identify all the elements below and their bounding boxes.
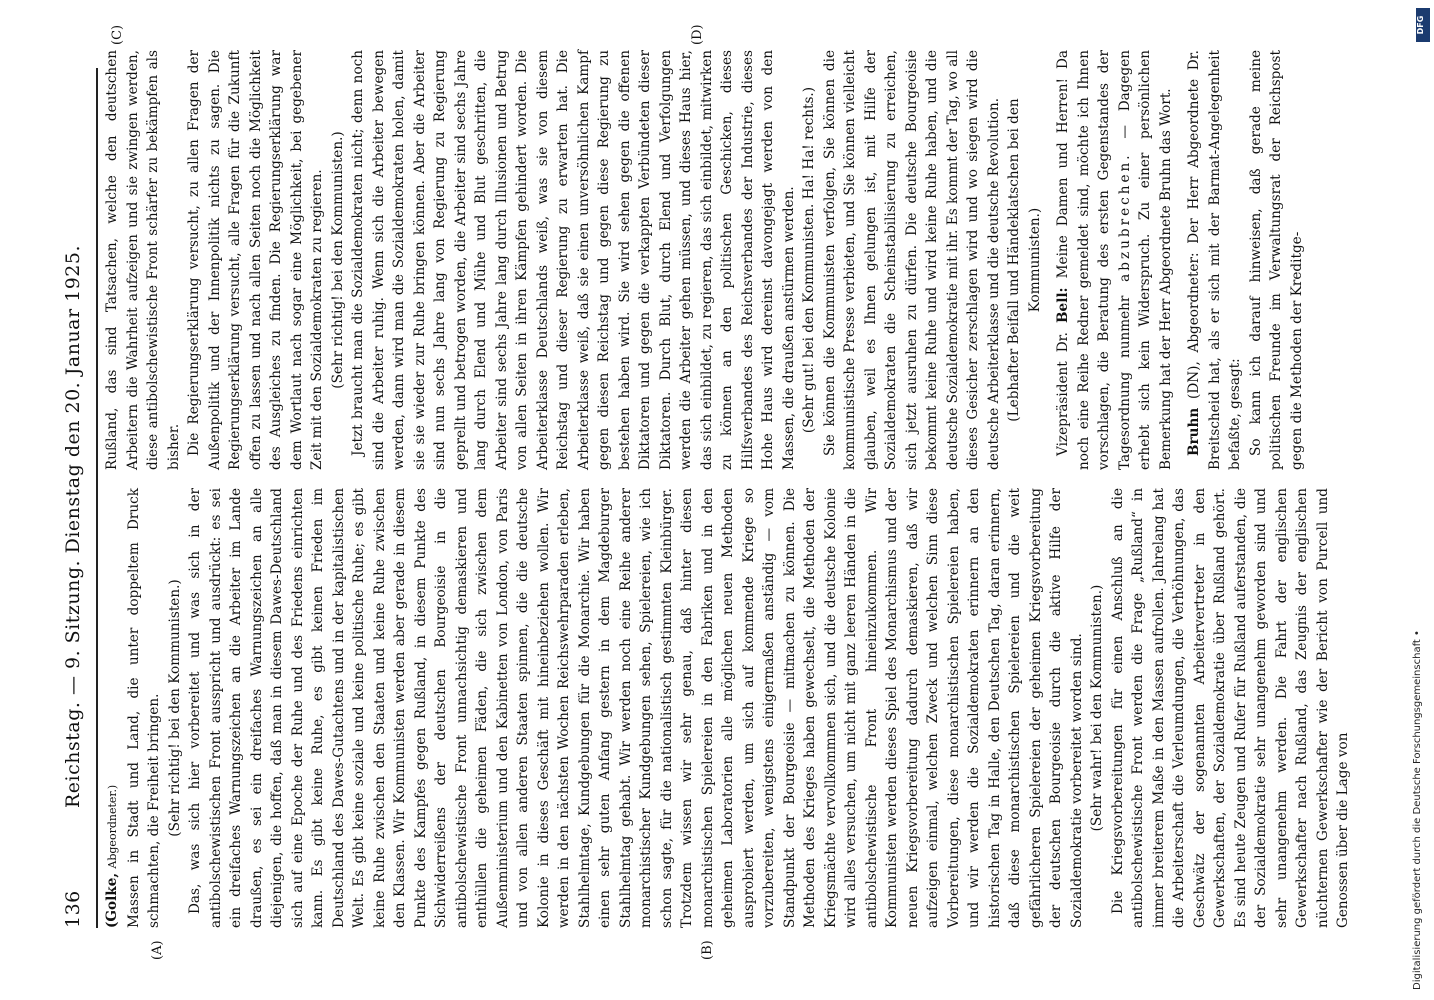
margin-marker-d: (D)	[690, 24, 705, 45]
paragraph: Rußland, das sind Tatsachen, welche den deutschen Arbeitern die Wahrheit aufzeigen und sie zwingen werden, diese antibolschewistische Front schärfer zu bekämpfen als bisher.	[104, 50, 182, 470]
header-rule	[96, 68, 98, 928]
margin-marker-b: (B)	[700, 940, 715, 960]
speaker-role: Abgeordneter.)	[106, 784, 119, 869]
bruhn-text: (DN), Abgeordneter: Der Herr Abgeordnete Dr. Breitscheid hat, als er sich mit der Barmat-Angelegenheit befaßte, gesagt:	[1186, 50, 1243, 470]
paragraph: Die Kriegsvorbereitungen für einen Anschluß an die antibolschewistische Front werden die Frage „Rußland“ in immer breiterem Maße in den Massen aufrollen. Jahrelang hat die Arbeiterschaft die Verleumdungen, die Verhöhnungen, das Geschwätz der sogenannten Arbeitervertreter in den Gewerkschaften, der Sozialdemokratie über Rußland gehört. Es sind heute Zeugen und Rufer für Rußland auferstanden, die der Sozialdemokratie sehr unangenehm geworden sind und sehr unangenehm werden. Die Fahrt der englischen Gewerkschafter nach Rußland, das Zeugnis der englischen nüchternen Gewerkschafter wie der Bericht von Purcell und Genossen über die Lage von	[1109, 488, 1351, 928]
running-title: Reichstag. — 9. Sitzung. Dienstag den 20. Januar 1925.	[62, 244, 84, 808]
paragraph: Jetzt braucht man die Sozialdemokraten nicht; denn noch sind die Arbeiter ruhig. Wenn sich die Arbeiter bewegen werden, dann wird man die Sozialdemokraten holen, damit sie sie wieder zur Ruhe bringen können. Aber die Arbeiter sind nun sechs Jahre lang von Regierung zu Regierung geprellt und betrogen worden, die Arbeiter sind sechs Jahre lang durch Elend und Mühe und Blut geschritten, die Arbeiter sind sechs Jahre lang durch Illusionen und Betrug von allen Seiten in ihren Kämpfen gehindert worden. Die Arbeiterklasse Deutschlands weiß, was sie von diesem Reichstag und dieser Regierung zu erwarten hat. Die Arbeiterklasse weiß, daß sie einen unversöhnlichen Kampf gegen diesen Reichstag und gegen diese Regierung zu bestehen haben wird. Sie wird sehen gegen die offenen Diktatoren und gegen die verkappten Verbündeten dieser Diktatoren. Durch Blut, durch Elend und Verfolgungen werden die Arbeiter gehen müssen, und dieses Haus hier, das sich einbildet, zu regieren, das sich einbildet, mitwirken zu können an den politischen Geschicken, dieses Hilfsverbandes des Reichsverbandes der Industrie, dieses Hohe Haus wird dereinst davongejagt werden von den Massen, die draußen anstürmen werden.	[350, 50, 797, 470]
speaker-name: (Golke,	[104, 872, 120, 928]
paragraph: Die Regierungserklärung versucht, zu allen Fragen der Außenpolitik und der Innenpolitik nichts zu sagen. Die Regierungserklärung versucht, alle Fragen für die Zukunft offen zu lassen und nach allen Seiten noch die Möglichkeit des Ausgleiches zu finden. Die Regierungserklärung war dem Wortlaut nach sogar eine Möglichkeit, bei gegebener Zeit mit den Sozialdemokraten zu regieren.	[186, 50, 325, 470]
interjection: (Sehr richtig! bei den Kommunisten.)	[329, 131, 346, 389]
right-column	[102, 49, 1305, 470]
paragraph: So kann ich darauf hinweisen, daß gerade meine politischen Freunde im Verwaltungsrat der Reichspost gegen die Methoden der Kreditge-	[1247, 50, 1305, 470]
interjection: (Lebhafter Beifall und Händeklatschen bei den Kommunisten.)	[1006, 98, 1043, 422]
vp-text: Meine Damen und Herren! Da noch eine Reihe Redner gemeldet sind, möchte ich Ihnen vorschlagen, die Beratung des ersten Gegenstandes der Tagesordnung nunmehr	[1055, 50, 1133, 470]
interjection: (Sehr wahr! bei den Kommunisten.)	[1089, 584, 1105, 832]
interjection: (Sehr gut! bei den Kommunisten. Ha! Ha! rechts.)	[801, 86, 817, 434]
interjection: (Sehr richtig! bei den Kommunisten.)	[166, 579, 183, 837]
digitization-credit	[1412, 20, 1430, 990]
vice-president-statement	[1053, 50, 1176, 470]
credit-text: Digitalisierung gefördert durch die Deutsche Forschungsgemeinschaft •	[1412, 630, 1423, 990]
vp-text-2: — Dagegen erhebt sich kein Widerspruch. Zu einer persönlichen Bemerkung hat der Herr Abgeordnete Bruhn das Wort.	[1116, 49, 1174, 470]
margin-marker-c: (C)	[110, 24, 125, 45]
paragraph: Das, was sich hier vorbereitet und was sich in der antibolschewistischen Front ausspricht und ausdrückt: es sei ein dreifaches Warnungszeichen an die Arbeiter im Lande draußen, es sei ein dreifaches Warnungszeichen an alle diejenigen, die hoffen, daß man in diesem Dawes-Deutschland sich auf eine Epoche der Ruhe und des Friedens einrichten kann. Es gibt keine Ruhe, es gibt keinen Frieden im Deutschland des Dawes-Gutachtens und in der kapitalistischen Welt. Es gibt keine soziale und keine politische Ruhe; es gibt keine Ruhe zwischen den Staaten und keine Ruhe zwischen den Klassen. Wir Kommunisten werden aber gerade in diesem Punkte des Kampfes gegen Rußland, in diesem Punkte des Sichwiderreißens der deutschen Bourgeoisie in die antibolschewistische Front unnachsichtig demaskieren und enthüllen die geheimen Fäden, die sich zwischen dem Außenministerium und den Kabinetten von London, von Paris und von allen anderen Staaten spinnen, die die deutsche Kolonie in dieses Geschäft mit hineinbeziehen wollen. Wir werden in den nächsten Wochen Reichswehrparaden erleben, Stahlhelmtage, Kundgebungen für die Monarchie. Wir haben einen sehr guten Anfang gestern in dem Magdeburger Stahlhelmtag gehabt. Wir werden noch eine Reihe anderer monarchistischer Kundgebungen sehen, Spielereien, wie ich schon sagte, für die nationalistisch gestimmten Kleinbürger. Trotzdem wissen wir sehr genau, daß hinter diesen monarchistischen Spielereien in den Fabriken und in den geheimen Laboratorien alle möglichen neuen Methoden ausprobiert werden, um sich auf kommende Kriege so vorzubereiten, wenigstens einigermaßen anständig — vom Standpunkt der Bourgeoisie — mitmachen zu können. Die Methoden des Krieges haben gewechselt, die Methoden der Kriegsmächte vervollkommnen sich, und die deutsche Kolonie wird alles versuchen, um nicht mit ganz leeren Händen in die antibolschewistische Front hineinzukommen. Wir Kommunisten werden dieses Spiel des Monarchismus und der neuen Kriegsvorbereitung dadurch demaskieren, daß wir aufzeigen einmal, welchen Zweck und welchen Sinn diese Vorbereitungen, diese monarchistischen Spielereien haben, und wir werden die Sozialdemokraten erinnern an den historischen Tag in Halle, den Deutschen Tag, daran erinnern, daß diese monarchistischen Spielereien und die weit gefährlicheren Spielereien der geheimen Kriegsvorbereitung der deutschen Bourgeoisie durch die aktive Hilfe der Sozialdemokratie vorbereitet worden sind.	[187, 488, 1085, 928]
vp-name: Bell:	[1055, 287, 1071, 323]
left-column	[102, 488, 1351, 928]
bruhn-name: Bruhn	[1186, 407, 1202, 456]
vp-spaced-word: abzubrechen.	[1116, 152, 1133, 282]
paragraph: Sie können die Kommunisten verfolgen, Sie können die kommunistische Presse verbieten, und Sie können vielleicht glauben, weil es Ihnen gelungen ist, mit Hilfe der Sozialdemokraten die Scheinstabilisierung zu erreichen, sich jetzt ausruhen zu dürfen. Die deutsche Bourgeoisie bekommt keine Ruhe und wird keine Ruhe haben, und die deutsche Sozialdemokratie mit ihr. Es kommt der Tag, wo all dieses Gesicher zerschlagen wird und wo siegen wird die deutsche Arbeiterklasse und die deutsche Revolution.	[821, 50, 1002, 470]
page-number: 136	[62, 890, 84, 928]
paragraph: Massen in Stadt und Land, die unter doppeltem Druck schmachten, die Freiheit bringen.	[125, 488, 162, 928]
page-header	[62, 68, 92, 928]
vp-label: Vizepräsident Dr.	[1055, 332, 1071, 456]
margin-marker-a: (A)	[150, 940, 165, 960]
bruhn-statement	[1184, 50, 1246, 470]
dfg-logo-text: DFG	[1416, 15, 1425, 35]
speaker-line	[102, 488, 124, 928]
